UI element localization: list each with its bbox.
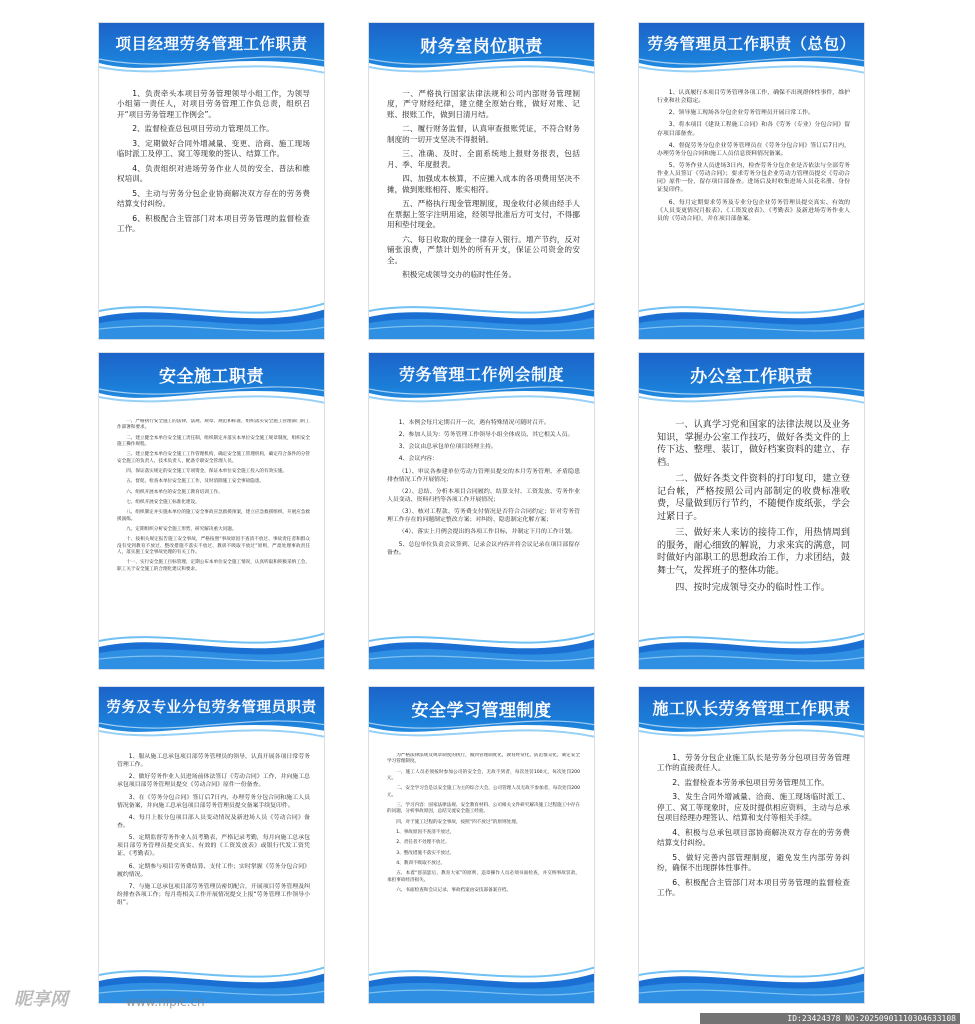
header-wave-graphic: [369, 383, 595, 413]
board-header: [639, 353, 864, 411]
board-paragraph: 3、将本项目《建设工程施工合同》和各《劳务（专业）分包合同》留存项目部备查。: [657, 122, 850, 137]
board-footer-wave: [369, 963, 594, 1003]
board-paragraph: 4、督促劳务分包企业劳务管理员在《劳务分包合同》签订后7日内，办理劳务分包合同和施工人员信息资料情况备案。: [657, 142, 850, 157]
board-paragraph: 一、严格执行安全施工的法律、法规、规章、规范和标准，组织落实安全施工管理部门的工作部署和要求。: [117, 419, 310, 431]
board-title: 劳务管理员工作职责（总包）: [647, 35, 856, 53]
board-footer-wave: [639, 629, 864, 669]
board-title: 安全施工职责: [159, 367, 264, 387]
board-paragraph: 一、认真学习党和国家的法律法规以及业务知识，掌握办公室工作技巧，做好各类文件的上传下达、整理、装订，做好档案资料的建立、存档。: [657, 420, 850, 468]
labor-meeting-system-board: [368, 352, 595, 670]
board-paragraph: 1、本例会每月定期召开一次，遇有特殊情况可随时召开。: [398, 420, 550, 426]
board-paragraph: 1、劳务分包企业施工队长是劳务分包项目劳务管理工作的直接责任人。: [657, 753, 850, 773]
footer-wave-graphic: [369, 963, 595, 1003]
board-paragraph: 六、每日收取的现金一律存入银行。增产节约，反对铺张浪费，严禁计划外的所有开支，保证公司资金的安全。: [387, 234, 580, 265]
board-footer-wave: [639, 963, 864, 1003]
footer-wave-graphic: [99, 299, 325, 339]
board-paragraph: 六、书面检查和会议记录、事故档案由安技部备案存档。: [396, 887, 512, 893]
board-paragraph: 一、施工人员必须按时参加公司的安全会，无故不到者，每次处罚100元，每次处罚200元。: [387, 769, 580, 781]
board-paragraph: （2）、总结、分析本项目合同履约、结算支付、工资发放、劳务作业人员变动、资料归档等各项工作开展情况；: [387, 488, 580, 503]
board-paragraph: 十一、实行安全施工目标管理，定期公布本单位安全施工情况，认真听取和积极采纳工会、职工关于安全施工的合理化建议和要求。: [117, 560, 310, 572]
labor-admin-duties-board: [638, 22, 865, 340]
board-paragraph: 4、负责组织对进场劳务作业人员的安全、普法和维权培训。: [117, 163, 310, 184]
board-title: 劳务及专业分包劳务管理员职责: [106, 700, 317, 716]
footer-wave-graphic: [369, 629, 595, 669]
board-paragraph: 1、事故原因不查清不放过。: [396, 829, 455, 835]
board-header: [369, 23, 594, 81]
board-paragraph: 二、建立健全本单位安全施工责任制，组织制定并落实本单位安全施工规章制度，组织安全施工操作规程。: [117, 435, 310, 447]
board-paragraph: 5、劳务作业人员进场3日内，检查劳务分包企业是否依法与全部劳务作业人员签订《劳动合同》；要求劳务分包企业劳动力管理员提交《劳动合同》原件一份，留存项目部备查。进场后及时收集进场人员花名册、身份证复印件。: [657, 162, 850, 194]
board-paragraph: 九、定期组织分析安全施工形势，研究解决重大问题。: [126, 526, 237, 532]
board-paragraph: 5、主动与劳务分包企业协商解决双方存在的劳务费结算支付纠纷。: [117, 188, 310, 209]
board-title: 劳务管理工作例会制度: [398, 365, 564, 384]
board-paragraph: 3、会议由总承包单位项目经理主持。: [398, 444, 497, 451]
header-wave-graphic: [99, 383, 325, 413]
board-paragraph: 为严格法律法规及规章制度的执行，做到管理制度化，教育经常化，防范群众化，制定安全学习管理制度。: [387, 753, 580, 765]
watermark-logo: 昵享网: [14, 989, 68, 1010]
board-paragraph: 5、总包单位负责会议签到、记录会议内容并将会议记录在项目部留存备查。: [387, 541, 580, 556]
board-paragraph: 三、学习内容：国家法律法规、安全教育材料、公司相关文件研究解决施工过程施工中存在的问题，分析事故原因，总结交流安全施工经验。: [387, 802, 580, 815]
board-paragraph: 一、严格执行国家法律法规和公司内部财务管理制度，严守财经纪律，建立健全原始台账，做好对账、记账、报账工作，做到日清月结。: [387, 89, 580, 119]
header-wave-graphic: [99, 53, 325, 83]
board-footer-wave: [369, 629, 594, 669]
board-paragraph: 7、与施工总承包项目部劳务管理员密切配合，开展项目劳务管理及纠纷排查各项工作；每月将相关工作开展情况提交上报“劳务管理工作领导小组”。: [117, 883, 310, 907]
board-paragraph: 十、按相关规定报告施工安全事故，严格按照“事故原因不查清不放过、事故责任者和群众没有受到教育不放过、整改措施不落实不放过、教训不吸取不放过”原则，严肃处理事故责任人，落实施工安全事故处理的有关工作。: [117, 537, 310, 555]
board-paragraph: 4、积极与总承包项目部协商解决双方存在的劳务费结算支付纠纷。: [657, 827, 850, 848]
board-paragraph: 四、对于施工过程的安全事故，按照“四不放过”的原则处理。: [396, 819, 521, 825]
board-paragraph: 3、整改措施不落实不放过。: [396, 850, 455, 856]
team-leader-duties-board: [638, 686, 865, 1004]
board-title: 办公室工作职责: [690, 367, 813, 387]
board-paragraph: 2、责任者不处理不放过。: [396, 840, 450, 846]
board-body: [387, 753, 580, 963]
board-header: [99, 687, 324, 745]
footer-wave-graphic: [639, 629, 865, 669]
board-paragraph: 四、加强成本核算，不应摊入成本的各项费用坚决不摊，做到账账相符、账实相符。: [387, 174, 580, 194]
header-wave-graphic: [639, 717, 865, 747]
board-paragraph: 四、保证落实规定的安全施工专项资金，保证本单位安全施工投入的有效实施。: [126, 468, 287, 474]
board-paragraph: 五、严格执行现金管理制度，现金收付必须由经手人在票据上签字注明用途，经领导批准后方可支付，不得挪用和垫付现金。: [387, 199, 580, 230]
header-wave-graphic: [639, 53, 865, 83]
board-paragraph: 6、积极配合主管部门对本项目劳务管理的监督检查工作。: [657, 877, 850, 898]
board-body: [657, 753, 850, 963]
board-paragraph: 2、监督检查总包项目劳动力管理员工作。: [132, 124, 274, 134]
board-paragraph: 四、按时完成领导交办的临时性工作。: [675, 582, 830, 593]
board-paragraph: （4）、落实上月例会提出的各项工作目标，并制定下月的工作计划。: [398, 529, 577, 536]
board-header: [99, 23, 324, 81]
board-paragraph: （3）、核对工程款、劳务费支付情况是否符合合同约定；针对劳务管理工作存在的问题制定整改方案；对纠纷、隐患制定化解方案；: [387, 509, 580, 524]
board-body: [657, 89, 850, 299]
board-paragraph: 七、组织开展安全施工标准化建设。: [126, 499, 200, 505]
board-title: 项目经理劳务管理工作职责: [115, 35, 308, 53]
board-body: [117, 89, 310, 299]
pm-duties-board: [98, 22, 325, 340]
site-watermark: [14, 985, 314, 1021]
safety-study-system-board: [368, 686, 595, 1004]
board-header: [99, 353, 324, 411]
board-paragraph: 1、负责牵头本项目劳务管理领导小组工作，为领导小组第一责任人，对项目劳务管理工作负总责，组织召开“项目劳务管理工作例会”。: [117, 89, 310, 119]
board-paragraph: 积极完成领导交办的临时性任务。: [402, 270, 517, 280]
board-paragraph: 2、监督检查本劳务承包项目劳务管理员工作。: [672, 777, 829, 787]
board-paragraph: 二、做好各类文件资料的打印复印，建立登记台帐，严格按照公司内部制定的收费标准收费，尽量做到厉行节约，不随便作废纸张，学会过紧日子。: [657, 474, 850, 522]
board-paragraph: 5、做好完善内部管理制度，避免发生内部劳务纠纷，确保不出现群体性事件。: [657, 852, 850, 873]
board-paragraph: 3、发生合同外增减量、洽商、施工现场临时派工、停工、窝工等现象时，应及时提供相应资料，主动与总承包项目经理办理签认、结算和支付等相关手续。: [657, 792, 850, 823]
footer-wave-graphic: [99, 629, 325, 669]
board-paragraph: 6、每月定期要求劳务及专业分包企业劳务管理员提交真实、有效的《人员变更情况月报表》、《工资发放表》、《考勤表》及新进场劳务作业人员的《劳动合同》，并在项目部备案。: [657, 199, 850, 222]
board-paragraph: 2、参加人员为：劳务管理工作领导小组全体成员、其它相关人员。: [398, 432, 574, 439]
board-title: 安全学习管理制度: [411, 701, 552, 721]
board-paragraph: 3、在《劳务分包合同》签订后7日内，办理劳务分包合同和施工人员情况备案，并向施工总承包项目部劳务管理员提交备案手续复印件。: [117, 794, 310, 809]
board-paragraph: 三、做好来人来访的接待工作，用热情周到的服务，耐心细致的解说，力求来宾的满意，同时做好内部职工的思想政治工作，力求团结，鼓舞士气，发挥班子的整体功能。: [657, 528, 850, 577]
board-paragraph: 三、准确、及时、全面系统地上报财务报表，包括月、季、年度报表。: [387, 149, 580, 169]
board-paragraph: 二、履行财务监督，认真审查报账凭证，不符合财务制度的一切开支坚决不得报销。: [387, 124, 580, 144]
board-body: [657, 419, 850, 629]
board-paragraph: 4、教训不吸取不放过。: [396, 860, 446, 866]
board-title: 财务室岗位职责: [420, 37, 543, 57]
board-body: [387, 419, 580, 629]
safety-construction-board: [98, 352, 325, 670]
board-paragraph: 6、积极配合主管部门对本项目劳务管理的监督检查工作。: [117, 213, 310, 234]
board-body: [117, 419, 310, 629]
board-paragraph: 1、服从施工总承包项目部劳务管理员的领导，认真开展各项日常劳务管理工作。: [117, 754, 310, 769]
board-body: [117, 753, 310, 963]
board-paragraph: 3、定期做好合同外增减量、变更、洽商、施工现场临时派工及停工、窝工等现象的签认、结算工作。: [117, 138, 310, 159]
board-paragraph: 三、建立健全本单位安全施工工作管理机构，确定安全施工管理机构，确定符合条件的分管安全施工的负责人、技术负责人，配备专职安全管理人员。: [117, 452, 310, 464]
footer-wave-graphic: [369, 299, 595, 339]
board-paragraph: 5、定期监督劳务作业人员考勤表，严格记录考勤，每月向施工总承包项目部劳务管理员提交真实、有效的《工资发放表》或银行代发工资凭证、《考勤表》。: [117, 835, 310, 858]
board-paragraph: 二、安全学习会是以安全施工为主的综合大会，公司管理人员无故不参加者，每次处罚200元。: [387, 786, 580, 798]
finance-duties-board: [368, 22, 595, 340]
board-paragraph: 6、定期参与项目劳务费结算、支付工作；实时掌握《劳务分包合同》履约情况。: [117, 863, 310, 878]
header-wave-graphic: [369, 717, 595, 747]
footer-wave-graphic: [639, 299, 865, 339]
board-paragraph: 2、做好劳务作业人员进场前体法签订《劳动合同》工作，并向施工总承包项目部劳务管理员提交《劳动合同》原件一份备查。: [117, 774, 310, 789]
board-footer-wave: [99, 629, 324, 669]
subcontract-admin-duties-board: [98, 686, 325, 1004]
board-paragraph: （1）、审议各参建单位劳动力管理员提交的本月劳务管理、矛盾隐患排查情况工作开展情况；: [387, 468, 580, 483]
board-footer-wave: [99, 299, 324, 339]
board-paragraph: 五、本着“惩前毖后，教育大家”的原则，违章操作人员必须书面检查，并交纳事故罚款，承担事故经济损失。: [387, 871, 580, 883]
header-wave-graphic: [639, 383, 865, 413]
board-paragraph: 2、领导施工现场各分包企业劳务管理员开展日常工作。: [668, 110, 814, 117]
board-paragraph: 八、组织制定并实施本单位的施工安全事故应急救援预案，建立应急救援组织，开展应急救援演练。: [117, 510, 310, 522]
header-wave-graphic: [99, 717, 325, 747]
board-header: [369, 687, 594, 745]
board-footer-wave: [639, 299, 864, 339]
header-wave-graphic: [369, 53, 595, 83]
board-title: 施工队长劳务管理工作职责: [652, 699, 851, 718]
board-body: [387, 89, 580, 299]
board-header: [639, 687, 864, 745]
board-paragraph: 1、认真履行本项目劳务管理各项工作，确保不出现群体性事件，维护行业和社会稳定。: [657, 90, 850, 105]
board-paragraph: 六、组织开展本单位的安全施工教育培训工作。: [126, 489, 223, 495]
board-paragraph: 五、督促、检查本单位安全施工工作，及时消除施工安全事故隐患。: [126, 479, 265, 485]
watermark-url: www.nipic.cn: [126, 995, 205, 1009]
board-header: [369, 353, 594, 411]
board-footer-wave: [369, 299, 594, 339]
board-header: [639, 23, 864, 81]
office-duties-board: [638, 352, 865, 670]
board-paragraph: 4、会议内容：: [398, 456, 438, 463]
image-id-strip: ID:23424378 NO:20250901110304633108: [700, 1013, 960, 1024]
board-paragraph: 4、每月上报分包项目部人员变动情况及新进场人员《劳动合同》备查。: [117, 814, 310, 829]
footer-wave-graphic: [639, 963, 865, 1003]
